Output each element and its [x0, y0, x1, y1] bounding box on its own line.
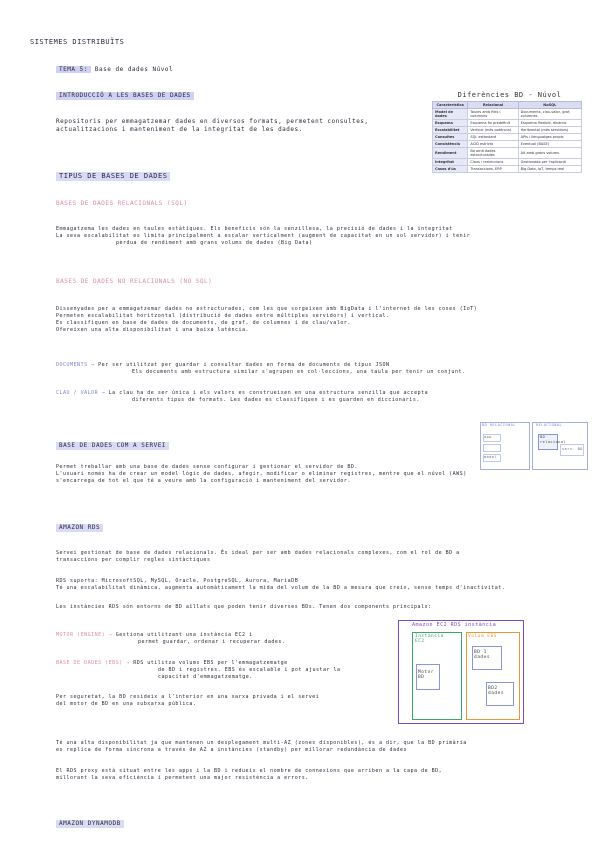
- text-line: Emmagatzema les dades en taules estàtiques. Els beneficis són la senzillesa, la precisió de dades i la integritat: [56, 226, 453, 232]
- table-header: NoSQL: [518, 102, 581, 109]
- text-line: Per ser utilitzat per guardar i consultar dades en forma de documents de tipus JSON: [98, 362, 390, 368]
- table-row: [433, 120, 582, 127]
- dbservice-heading: BASE DE DADES COM A SERVEI: [56, 442, 169, 450]
- table-row: [433, 134, 582, 141]
- table-cell: Consistència: [433, 141, 468, 148]
- table-cell: APIs i llenguatges propis: [518, 134, 581, 141]
- rds-storage: [56, 660, 386, 681]
- rds-motor: [56, 632, 386, 646]
- text-line: Gestiona utilitzant una instància EC2 i: [115, 632, 253, 638]
- rds-diagram: [398, 620, 524, 724]
- intro-heading: INTRODUCCIÓ A LES BASES DE DADES: [56, 92, 194, 100]
- comparison-table: [432, 101, 582, 173]
- text-line: capacitat d'emmagatzematge.: [158, 674, 253, 680]
- table-cell: Rendiment: [433, 148, 468, 159]
- table-cell: Gestionada per l'aplicació: [518, 159, 581, 166]
- table-cell: Escalabilitat: [433, 127, 468, 134]
- topic-title: Base de dades Núvol: [94, 66, 174, 73]
- diagram-label: model: [484, 455, 498, 459]
- text-line: Permeten escalabilitat horitzontal (distribució de dades entre múltiples servidors) i vertical.: [56, 313, 390, 319]
- text-line: del motor de BD en una subxarxa pública.: [56, 701, 197, 707]
- comparison-title: Diferències BD - Núvol: [457, 91, 562, 99]
- table-row: [433, 159, 582, 166]
- rds-proxy: [56, 768, 586, 782]
- keyvalue-block: [56, 390, 576, 404]
- table-cell: Documents, clau-valor, graf, columnes: [518, 109, 581, 120]
- intro-text: Repositoris per emmagatzemar dades en diversos formats, permetent consultes, actualitzacions i manteniment de la integritat de les dades.: [56, 118, 369, 133]
- text-line: transaccions per complir regles sintàctiques: [56, 557, 211, 563]
- course-title: SISTEMES DISTRIBUÏTS: [30, 38, 125, 46]
- diagram-label: Motor BD: [418, 670, 435, 680]
- table-row: [433, 141, 582, 148]
- nonrelational-heading: BASES DE DADES NO RELACIONALS (NO SQL): [56, 278, 213, 285]
- topic-line: [56, 66, 173, 74]
- documents-block: [56, 362, 576, 376]
- storage-label: BASE DE DADES (EBS) →: [56, 660, 130, 666]
- text-line: RDS utilitza volums EBS per l'emmagatzematge: [133, 660, 288, 666]
- rds-instances: Les instàncies RDS són entorns de BD aïllats que poden tenir diverses BDs. Tenen dos components principals:: [56, 604, 432, 610]
- diagram-label: BD RELACIONAL: [482, 423, 516, 427]
- text-line: Els documents amb estructura similar s'agrupen en col·leccions, una taula per tenir un conjunt.: [132, 369, 466, 375]
- diagram-title: Amazon EC2 RDS instància: [412, 622, 497, 628]
- diagram-cell: [483, 444, 501, 452]
- table-cell: Consultes: [433, 134, 468, 141]
- text-line: Es classifiquen en base de dades de documents, de graf, de columnes i de clau/valor.: [56, 320, 351, 326]
- dynamo-heading: AMAZON DYNAMODB: [56, 820, 124, 828]
- text-line: RDS suporta: MicrosoftSQL, MySQL, Oracle, PostgreSQL, Aurora, MariaDB: [56, 578, 299, 584]
- table-cell: Alt amb grans volums: [518, 148, 581, 159]
- table-cell: Big Data, IoT, temps real: [518, 166, 581, 173]
- documents-label: DOCUMENTS →: [56, 362, 95, 368]
- table-cell: Casos d'ús: [433, 166, 468, 173]
- table-row: [433, 148, 582, 159]
- table-row: [433, 166, 582, 173]
- table-cell: Eventual (BASE): [518, 141, 581, 148]
- text-line: s'encarrega de tot el que té a veure amb la configuració i manteniment del servidor.: [56, 478, 351, 484]
- table-row: [433, 127, 582, 134]
- text-line: Servei gestionat de base de dades relacionals. És ideal per ser amb dades relacionals complexes, com el rol de BD a: [56, 550, 460, 556]
- relational-text: [56, 226, 576, 247]
- text-line: La seva escalabilitat es limita principalment a escalar verticalment (augment de capacitat en un sol servidor) i tenir: [56, 233, 471, 239]
- text-line: pèrdua de rendiment amb grans volums de dades (Big Data): [116, 240, 313, 246]
- text-line: Ofereixen una alta disponibilitat i una baixa latència.: [56, 327, 250, 333]
- text-line: Dissenyades per a emmagatzemar dades no estructurades, com les que sorgeixen amb BigData i l'internet de les coses (IoT): [56, 306, 478, 312]
- topic-label: TEMA 5:: [56, 66, 91, 73]
- text-line: La clau ha de ser única i els valors es construeixen en una estructura senzilla que accepta: [108, 390, 429, 396]
- text-line: millorant la seva eficiència i permetent una major resistència a errors.: [56, 775, 309, 781]
- dbservice-diagram: [480, 422, 588, 470]
- text-line: de BD i registres. EBS és escalable i pot ajustar la: [158, 667, 341, 673]
- text-line: permet guardar, ordenar i recuperar dades.: [138, 639, 286, 645]
- text-line: L'usuari només ha de crear un model lògic de dades, afegir, modificar o eliminar registres, mentre que el núvol (AWS): [56, 471, 467, 477]
- rds-support: [56, 578, 586, 592]
- table-cell: Bo amb dades estructurades: [468, 148, 518, 159]
- table-cell: Taules amb files i columnes: [468, 109, 518, 120]
- keyvalue-label: CLAU / VALOR →: [56, 390, 106, 396]
- dbservice-text: [56, 464, 476, 485]
- relational-heading: BASES DE DADES RELACIONALS (SQL): [56, 200, 188, 207]
- table-row: [433, 109, 582, 120]
- rds-heading: AMAZON RDS: [56, 524, 103, 532]
- text-line: El RDS proxy està situat entre les apps i la BD i redueix el nombre de connexions que arriben a la capa de BD,: [56, 768, 443, 774]
- rds-availability: [56, 740, 586, 754]
- text-line: Permet treballar amb una base de dades sense configurar i gestionar el servidor de BD.: [56, 464, 358, 470]
- table-cell: Transaccions, ERP: [468, 166, 518, 173]
- diagram-label: BD: [540, 435, 546, 439]
- rds-security: [56, 694, 386, 708]
- motor-label: MOTOR (ENGINE) →: [56, 632, 113, 638]
- table-cell: Vertical (més potència): [468, 127, 518, 134]
- comparison-table-block: [432, 91, 587, 173]
- table-cell: Integritat: [433, 159, 468, 166]
- rds-intro: [56, 550, 586, 564]
- diagram-label: Volum EBS: [468, 634, 497, 639]
- diagram-label: BD 1 dades: [474, 650, 491, 660]
- diagram-label: app: [484, 435, 492, 439]
- table-cell: SQL estàndard: [468, 134, 518, 141]
- diagram-label: BD2 dades: [488, 686, 505, 696]
- table-header: Relacional: [468, 102, 518, 109]
- table-header: Característica: [433, 102, 468, 109]
- text-line: Té una escalabilitat dinàmica, augmenta automàticament la mida del volum de la BD a mesura que creix, sense temps d'inactivitat.: [56, 585, 506, 591]
- table-cell: ACID estricta: [468, 141, 518, 148]
- text-line: diferents tipus de formats. Les dades es classifiquen i es guarden en diccionaris.: [132, 397, 420, 403]
- table-cell: Model de dades: [433, 109, 468, 120]
- text-line: Per seguretat, la BD resideix a l'interior en una xarxa privada i el servei: [56, 694, 320, 700]
- table-cell: Esquema flexible, dinàmic: [518, 120, 581, 127]
- nonrelational-text: [56, 306, 576, 334]
- table-cell: Claus i restriccions: [468, 159, 518, 166]
- diagram-label: RELACIONAL: [536, 423, 563, 427]
- table-cell: Esquema: [433, 120, 468, 127]
- table-cell: Horitzontal (més servidors): [518, 127, 581, 134]
- text-line: Té una alta disponibilitat ja que mantenen un desplegament multi-AZ (zones disponibles), és a dir, que la BD primària: [56, 740, 467, 746]
- types-heading: TIPUS DE BASES DE DADES: [56, 172, 170, 181]
- diagram-label: Instància EC2: [415, 634, 444, 644]
- text-line: es replica de forma síncrona a través de AZ a instàncies (standby) per millorar redundància de dades: [56, 747, 408, 753]
- diagram-label: serv. BD: [562, 447, 583, 451]
- table-cell: Esquema fix predefinit: [468, 120, 518, 127]
- diagram-label: relacional: [540, 440, 567, 444]
